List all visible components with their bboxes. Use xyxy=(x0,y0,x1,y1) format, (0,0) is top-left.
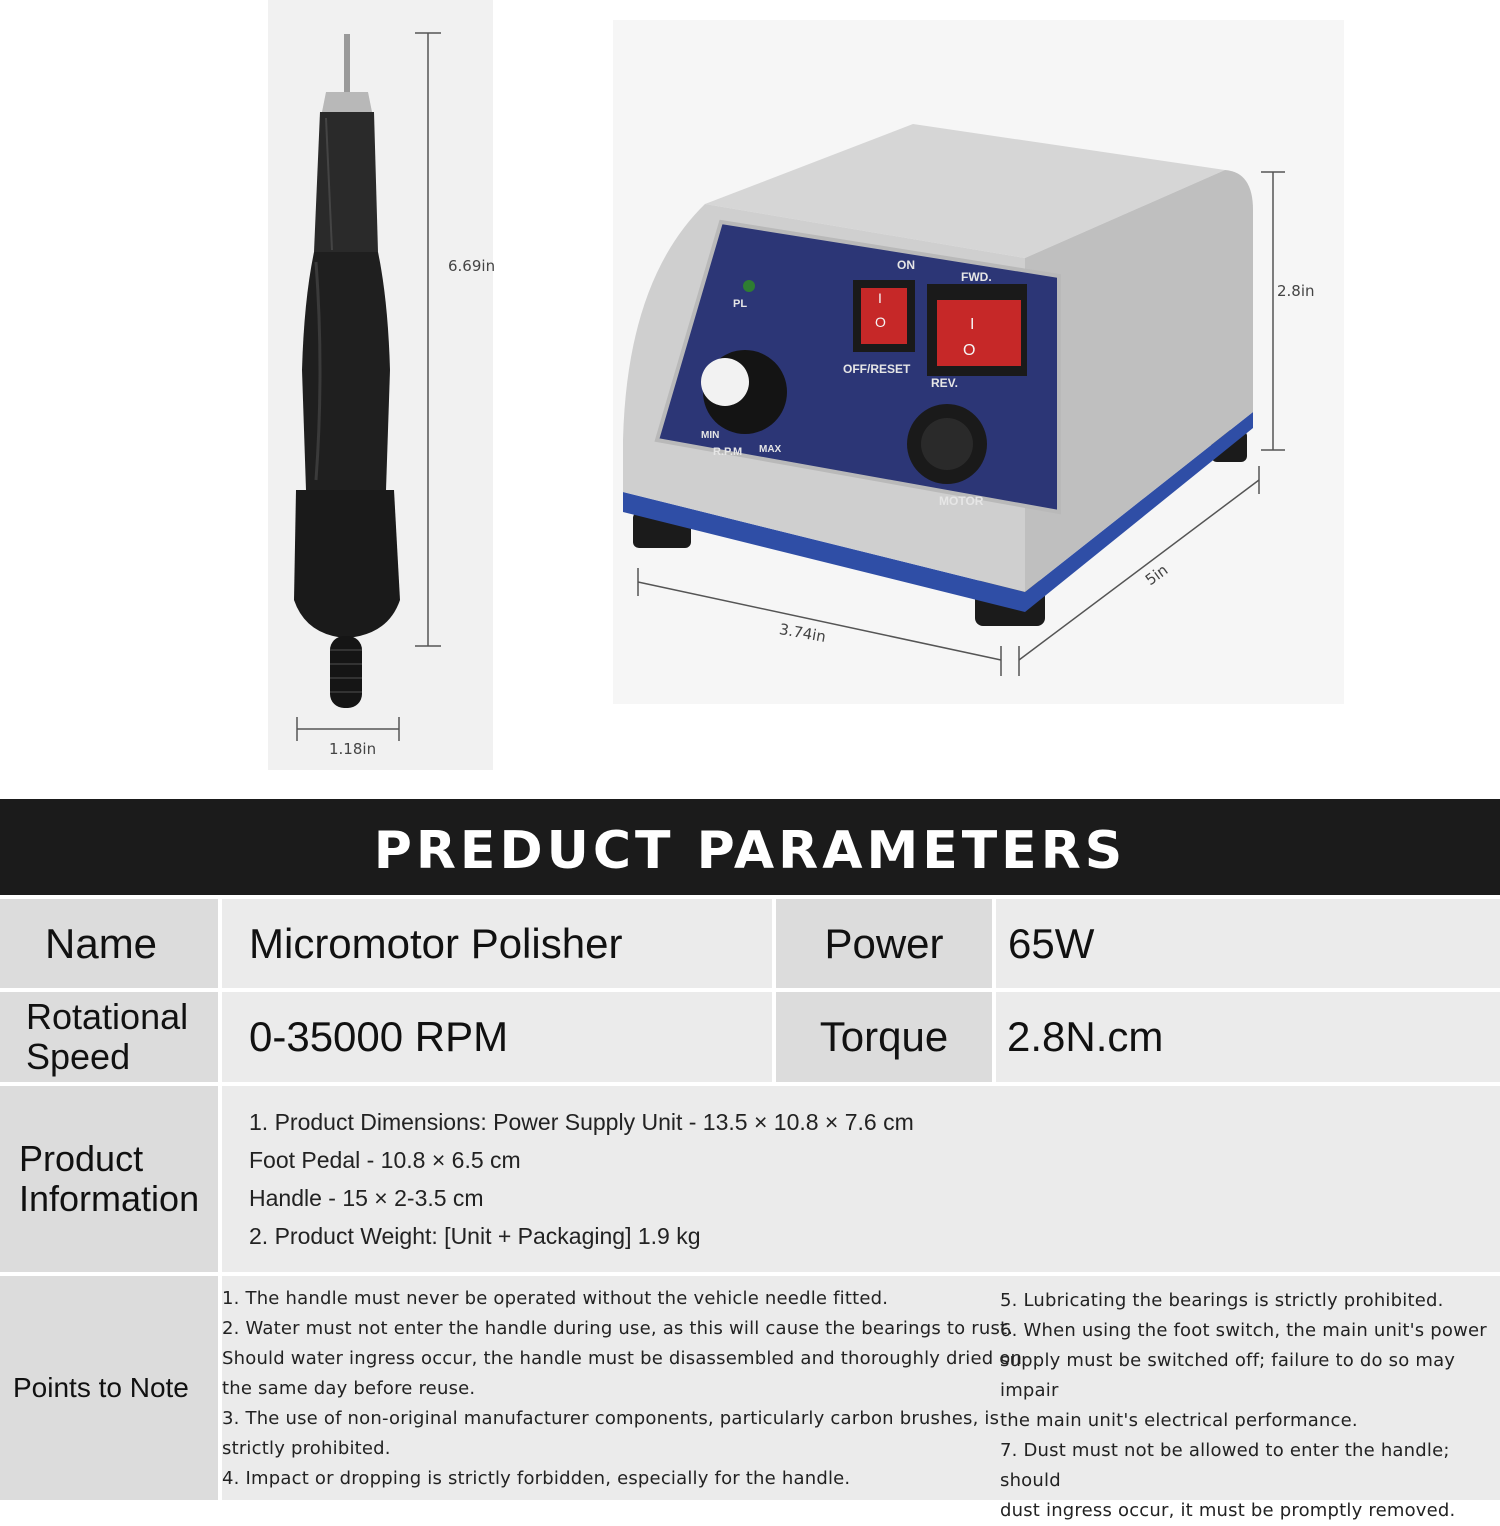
note-line: 3. The use of non-original manufacturer components, particularly carbon brushes, is xyxy=(222,1408,1000,1429)
info-line: 2. Product Weight: [Unit + Packaging] 1.9 kg xyxy=(249,1222,701,1249)
note-line: supply must be switched off; failure to do so may impair xyxy=(1000,1350,1456,1401)
banner-title: PREDUCT PARAMETERS xyxy=(373,821,1127,881)
max-label: MAX xyxy=(759,444,782,455)
torque-label: Torque xyxy=(776,992,992,1082)
unit-depth-label: 5in xyxy=(1141,560,1172,590)
rotational-speed-label xyxy=(0,992,218,1082)
on-label: ON xyxy=(897,258,915,272)
fwd-switch-mark: I xyxy=(970,316,975,333)
note-line: Should water ingress occur, the handle must be disassembled and thoroughly dried on xyxy=(222,1348,1023,1369)
motor-label: MOTOR xyxy=(939,494,984,508)
parameters-banner xyxy=(0,799,1500,895)
product-information-value xyxy=(222,1086,1500,1272)
info-line: Foot Pedal - 10.8 × 6.5 cm xyxy=(249,1146,521,1173)
unit-width-label: 3.74in xyxy=(777,620,828,646)
name-label: Name xyxy=(0,899,218,988)
note-line: 1. The handle must never be operated without the vehicle needle fitted. xyxy=(222,1288,889,1309)
torque-value: 2.8N.cm xyxy=(996,992,1500,1082)
note-line: 4. Impact or dropping is strictly forbidden, especially for the handle. xyxy=(222,1468,851,1489)
fwd-label: FWD. xyxy=(961,270,992,284)
points-to-note-label: Points to Note xyxy=(0,1276,218,1500)
note-line: 5. Lubricating the bearings is strictly prohibited. xyxy=(1000,1290,1444,1311)
notes-left-column xyxy=(222,1284,1022,1494)
product-information-label xyxy=(0,1086,218,1272)
pl-label: PL xyxy=(733,298,748,310)
notes-right-column xyxy=(1000,1286,1500,1526)
rpm-label: R.P.M xyxy=(713,446,743,458)
points-to-note-value xyxy=(222,1276,1500,1521)
note-line: 7. Dust must not be allowed to enter the handle; should xyxy=(1000,1440,1450,1491)
handle-width-label: 1.18in xyxy=(329,740,377,758)
rotational-speed-label-line1: Rotational xyxy=(26,996,189,1037)
rotational-speed-value: 0-35000 RPM xyxy=(222,992,772,1082)
unit-height-label: 2.8in xyxy=(1277,282,1315,300)
control-unit-image-panel xyxy=(613,20,1344,704)
note-line: the main unit's electrical performance. xyxy=(1000,1410,1358,1431)
product-information-label-line1: Product xyxy=(19,1138,144,1179)
rotational-speed-label-line2: Speed xyxy=(26,1036,131,1077)
handpiece-illustration xyxy=(268,0,496,770)
rev-switch-mark: O xyxy=(963,342,976,359)
min-label: MIN xyxy=(701,430,720,441)
power-value: 65W xyxy=(996,899,1500,988)
on-switch-mark: I xyxy=(878,290,882,306)
note-line: 2. Water must not enter the handle during use, as this will cause the bearings to rust. xyxy=(222,1318,1014,1339)
off-switch-mark: O xyxy=(875,314,886,330)
name-value: Micromotor Polisher xyxy=(222,899,772,988)
rev-label: REV. xyxy=(931,376,958,390)
control-unit-illustration xyxy=(613,20,1344,704)
note-line: strictly prohibited. xyxy=(222,1438,391,1459)
handpiece-image-panel xyxy=(268,0,496,770)
handle-length-label: 6.69in xyxy=(448,257,496,275)
product-information-label-line2: Information xyxy=(19,1178,200,1219)
note-line: dust ingress occur, it must be promptly removed. xyxy=(1000,1500,1456,1521)
info-line: 1. Product Dimensions: Power Supply Unit - 13.5 × 10.8 × 7.6 cm xyxy=(249,1108,914,1135)
off-reset-label: OFF/RESET xyxy=(843,362,911,376)
info-line: Handle - 15 × 2-3.5 cm xyxy=(249,1184,484,1211)
note-line: 6. When using the foot switch, the main unit's power xyxy=(1000,1320,1487,1341)
power-label: Power xyxy=(776,899,992,988)
note-line: the same day before reuse. xyxy=(222,1378,476,1399)
